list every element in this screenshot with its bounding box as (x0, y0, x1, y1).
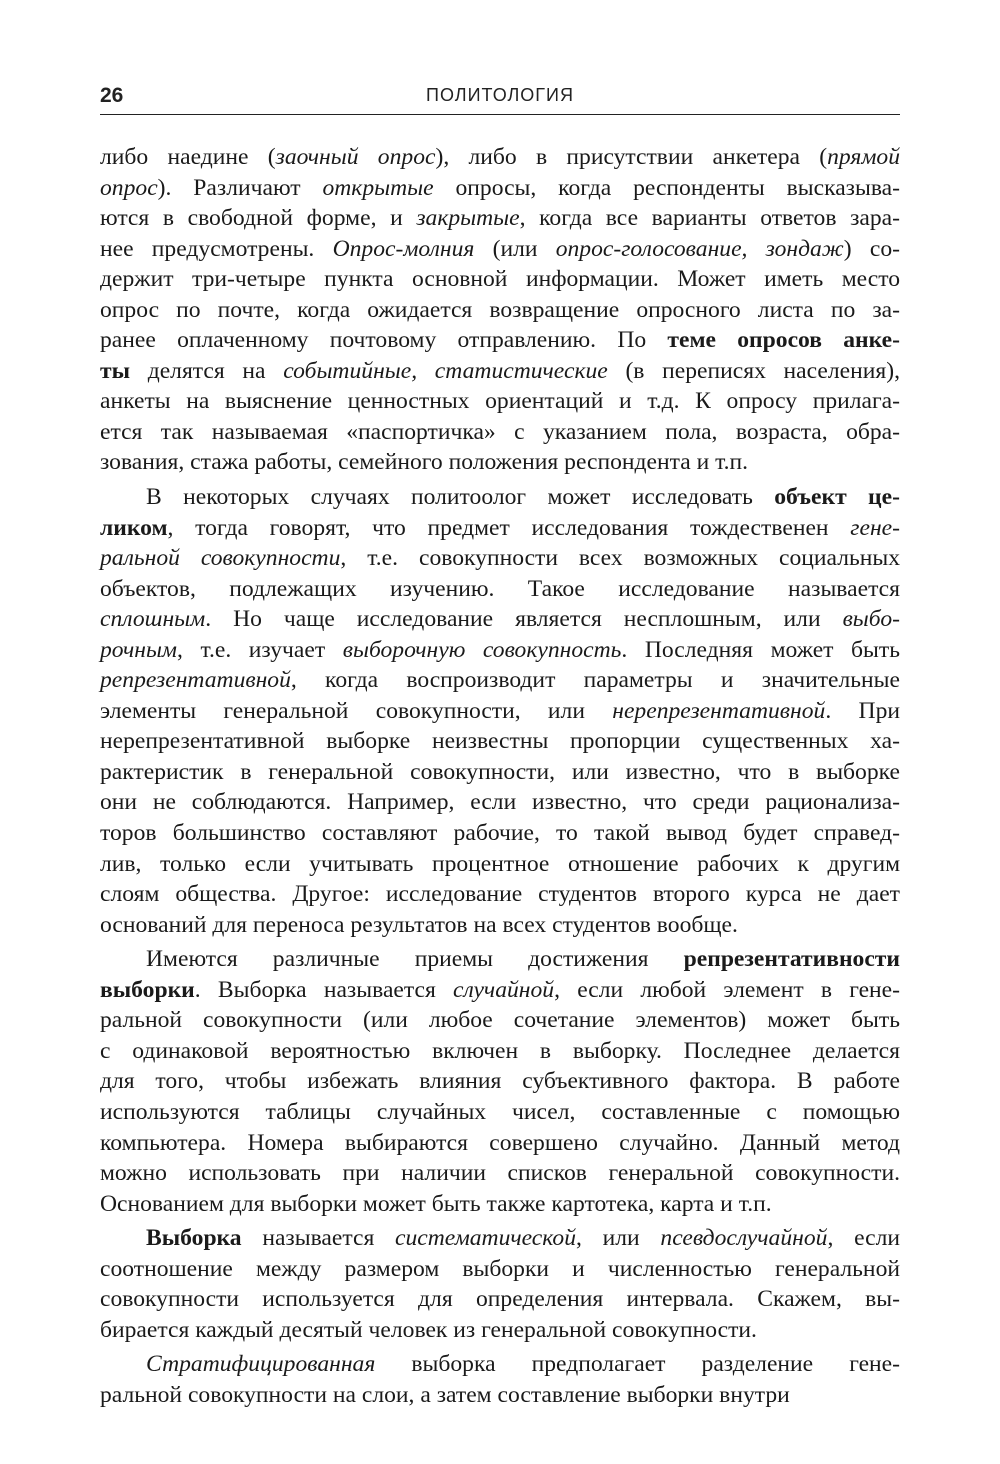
text-run: для того, чтобы избежать влияния субъективного фактора. В работе (100, 1068, 900, 1095)
text-run: прямой (827, 144, 901, 170)
text-line (100, 142, 900, 173)
text-line (100, 513, 900, 544)
text-line (100, 482, 900, 513)
text-run: торов большинство составляют рабочие, то такой вывод будет справед- (100, 820, 900, 847)
text-run: сплошным (100, 606, 206, 633)
text-run: делятся на (130, 357, 284, 384)
text-line (100, 1036, 900, 1067)
text-line (100, 944, 900, 975)
text-run: опрос-голосование, зондаж (555, 235, 844, 262)
text-line (100, 910, 900, 941)
text-run: Имеются различные приемы достижения (146, 946, 684, 973)
text-run: используются таблицы случайных чисел, составленные с помощью (100, 1098, 900, 1125)
text-line (100, 604, 900, 635)
text-run: выборка предполагает разделение гене- (375, 1351, 900, 1378)
text-run: нее предусмотрены. (100, 235, 333, 262)
text-run: гене- (850, 514, 900, 541)
text-line (100, 1284, 900, 1315)
text-run: систематической (395, 1225, 577, 1252)
text-run: теме опросов анке- (667, 327, 900, 354)
text-line (100, 356, 900, 387)
text-run: ются в свободной форме, и (100, 205, 417, 232)
text-run: держит три-четыре пункта основной информации. Может иметь место (100, 266, 900, 293)
text-line (100, 1005, 900, 1036)
paragraph (100, 944, 900, 1219)
book-title: ПОЛИТОЛОГИЯ (426, 85, 574, 105)
text-line (100, 1315, 900, 1346)
text-run: оснований для переноса результатов на всех студентов вообще. (100, 911, 738, 938)
page-number: 26 (100, 84, 124, 107)
text-run: В некоторых случаях политоолог может исследовать (146, 484, 775, 511)
text-run: выборочную совокупность (342, 636, 622, 663)
text-run: ральной совокупности на слои, а затем составление выборки внутри (100, 1381, 790, 1408)
text-run: анкеты на выяснение ценностных ориентаций и т.д. К опросу прилага- (100, 388, 900, 415)
text-run: лив, только если учитывать процентное отношение рабочих к другим (100, 850, 900, 877)
text-line (100, 234, 900, 265)
paragraph (100, 1349, 900, 1410)
text-run: событийные, статистические (283, 357, 608, 384)
text-run: Основанием для выборки может быть также картотека, карта и т.п. (100, 1190, 772, 1217)
text-run: , когда воспроизводит параметры и значительные (290, 667, 900, 694)
text-run: ральной совокупности (или любое сочетание элементов) может быть (100, 1007, 900, 1034)
text-line (100, 447, 900, 478)
book-page (100, 0, 900, 1464)
text-run: с одинаковой вероятностью включен в выборку. Последнее делается (100, 1037, 900, 1064)
text-line (100, 295, 900, 326)
text-line (100, 386, 900, 417)
paragraph (100, 482, 900, 940)
text-run: , тогда говорят, что предмет исследования тождественен (167, 514, 851, 541)
text-line (100, 325, 900, 356)
text-line (100, 1254, 900, 1285)
text-line (100, 757, 900, 788)
text-line (100, 1066, 900, 1097)
text-run: репрезентативной (100, 667, 291, 694)
text-run: Опрос-молния (332, 235, 475, 262)
text-line (100, 1223, 900, 1254)
text-line (100, 818, 900, 849)
text-run: , или (576, 1225, 661, 1252)
text-run: ральной совокупности (100, 545, 341, 572)
text-line (100, 1380, 900, 1411)
text-run: объект це- (774, 484, 900, 511)
text-run: репрезентативности (683, 946, 900, 973)
text-run: ты (100, 357, 131, 384)
text-line (100, 574, 900, 605)
text-run: (в переписях населения), (607, 357, 900, 384)
text-line (100, 264, 900, 295)
text-run: называется (241, 1225, 396, 1252)
text-line (100, 1158, 900, 1189)
text-run: они не соблюдаются. Например, если известно, что среди рационализа- (100, 789, 900, 816)
text-run: компьютера. Номера выбираются совершено случайно. Данный метод (100, 1129, 900, 1156)
text-run: ется так называемая «паспортичка» с указанием пола, возраста, обра- (100, 418, 900, 445)
paragraph (100, 142, 900, 478)
text-line (100, 975, 900, 1006)
text-run: опрос по почте, когда ожидается возвращение опросного листа по за- (100, 296, 900, 323)
text-run: совокупности используется для определения интервала. Скажем, вы- (100, 1286, 900, 1313)
text-run: слоям общества. Другое: исследование студентов второго курса не дает (100, 881, 900, 908)
text-run: псевдослучайной (660, 1225, 828, 1252)
text-run: рактеристик в генеральной совокупности, или известно, что в выборке (100, 758, 900, 785)
text-run: . Последняя может быть (621, 636, 900, 663)
text-line (100, 1097, 900, 1128)
text-line (100, 665, 900, 696)
text-line (100, 1189, 900, 1220)
text-line (100, 1349, 900, 1380)
text-run: ). Различают (157, 174, 323, 201)
text-run: заочный опрос (275, 144, 436, 170)
running-header (100, 82, 900, 115)
text-run: Стратифицированная (146, 1351, 376, 1378)
text-run: нерепрезентативной (612, 697, 826, 724)
text-run: бирается каждый десятый человек из генеральной совокупности. (100, 1316, 757, 1343)
text-line (100, 726, 900, 757)
text-run: объектов, подлежащих изучению. Такое исследование называется (100, 575, 900, 602)
text-line (100, 635, 900, 666)
text-line (100, 543, 900, 574)
text-line (100, 1128, 900, 1159)
text-line (100, 417, 900, 448)
text-run: выборки (100, 976, 195, 1003)
text-run: , если (827, 1225, 900, 1252)
text-run: случайной (453, 976, 555, 1003)
text-run: ), либо в присутствии анкетера ( (435, 144, 828, 170)
text-run: , когда все варианты ответов зара- (519, 205, 900, 232)
text-run: Выборка (146, 1225, 242, 1252)
text-run: зования, стажа работы, семейного положения респондента и т.п. (100, 449, 749, 476)
text-line (100, 849, 900, 880)
body-text (100, 142, 900, 1410)
text-line (100, 173, 900, 204)
text-line (100, 696, 900, 727)
text-run: , т.е. изучает (176, 636, 343, 663)
text-line (100, 203, 900, 234)
text-run: закрытые (416, 205, 520, 232)
text-run: опрос (100, 174, 158, 201)
text-run: опросы, когда респонденты высказыва- (433, 174, 900, 201)
text-run: нерепрезентативной выборке неизвестны пропорции существенных ха- (100, 728, 900, 755)
text-run: ликом (100, 514, 168, 541)
text-run: (или (474, 235, 556, 262)
text-run: , если любой элемент в гене- (554, 976, 900, 1003)
text-run: либо наедине ( (100, 144, 276, 170)
text-run: выбо- (842, 606, 900, 633)
text-run: ранее оплаченному почтовому отправлению. По (100, 327, 668, 354)
text-run: . Но чаще исследование является несплошным, или (205, 606, 843, 633)
text-run: , т.е. совокупности всех возможных социальных (340, 545, 901, 572)
text-line (100, 787, 900, 818)
text-run: можно использовать при наличии списков генеральной совокупности. (100, 1160, 900, 1187)
text-run: . Выборка называется (194, 976, 454, 1003)
text-run: открытые (322, 174, 434, 201)
text-run: рочным (100, 636, 177, 663)
text-run: соотношение между размером выборки и численностью генеральной (100, 1255, 900, 1282)
text-run: ) со- (843, 235, 900, 262)
text-run: . При (825, 697, 900, 724)
paragraph (100, 1223, 900, 1345)
text-line (100, 879, 900, 910)
text-run: элементы генеральной совокупности, или (100, 697, 613, 724)
